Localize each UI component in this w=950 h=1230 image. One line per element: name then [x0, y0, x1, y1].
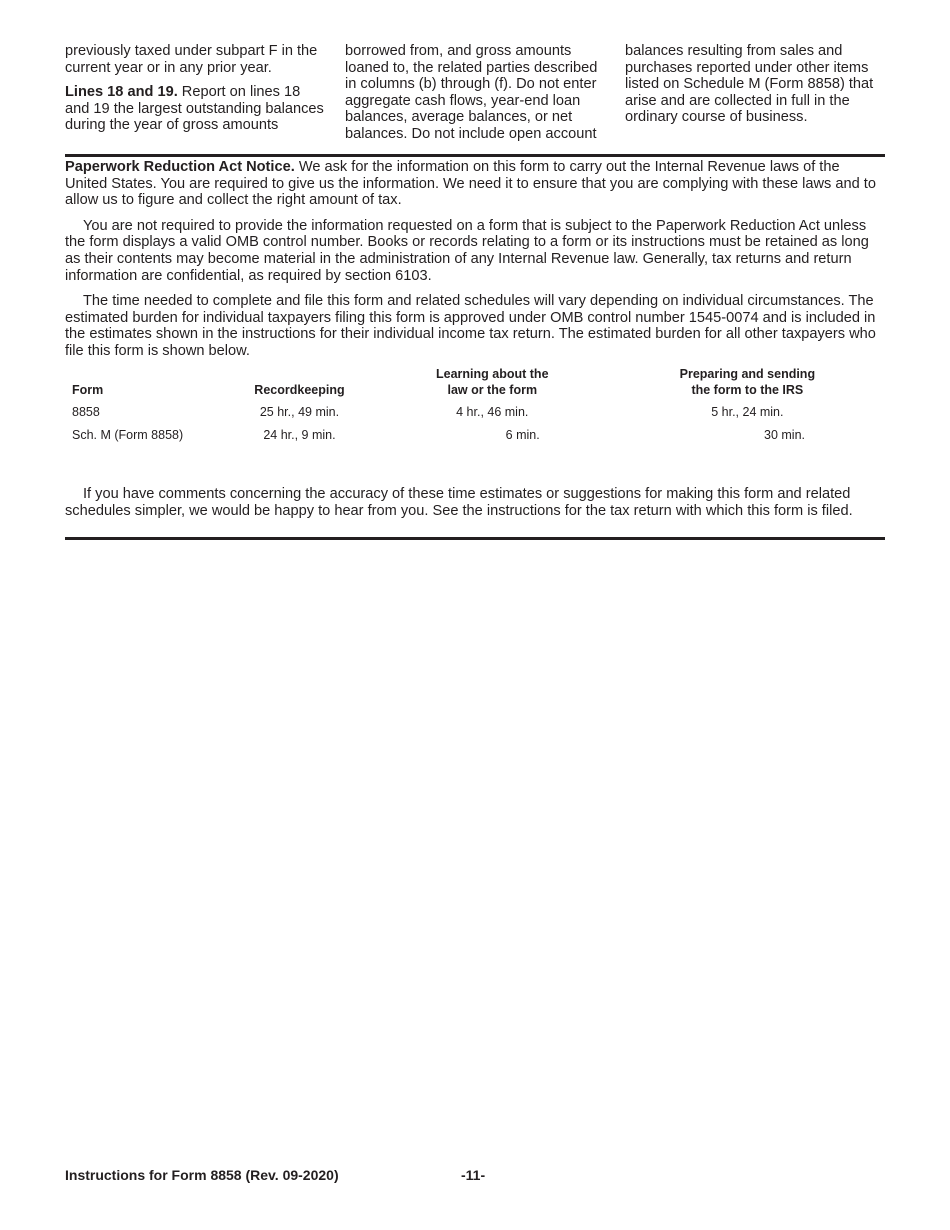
cell-learning: 6 min.	[505, 427, 540, 442]
table-header-row	[65, 367, 885, 402]
cell-form: 8858	[72, 405, 100, 419]
cell-recordkeeping: 24 hr., 9 min.	[263, 427, 336, 442]
column-1	[65, 43, 325, 151]
section-divider-top	[65, 154, 885, 157]
comments-paragraph: If you have comments concerning the accuracy of these time estimates or suggestions for making this form and related schedules simpler, we would be happy to hear from you. See the instructions for the tax return with which this form is filed.	[65, 486, 853, 519]
header-learning-line1: Learning about the	[436, 367, 549, 381]
header-preparing-line2: the form to the IRS	[691, 382, 804, 397]
section-divider-bottom	[65, 537, 885, 540]
header-recordkeeping: Recordkeeping	[254, 382, 345, 397]
subpart-f-text: previously taxed under subpart F in the current year or in any prior year.	[65, 43, 318, 76]
header-form: Form	[72, 382, 104, 397]
notice-paragraph-2: You are not required to provide the information requested on a form that is subject to the Paperwork Reduction Act unless the form displays a valid OMB control number. Books or records relating to a form or its instructions must be retained as long as their contents may become material in the administration of any Internal Revenue law. Generally, tax returns and return information are confidential, as required by section 6103.	[65, 217, 869, 284]
cell-preparing: 5 hr., 24 min.	[711, 405, 784, 419]
burden-table	[65, 367, 885, 447]
paperwork-reduction-notice	[65, 159, 885, 369]
header-learning-line2: law or the form	[447, 382, 538, 397]
footer-title: Instructions for Form 8858 (Rev. 09-2020)	[65, 1167, 339, 1183]
header-learning	[375, 367, 610, 402]
lines-18-19-heading: Lines 18 and 19.	[65, 84, 178, 101]
lines-18-19-text: Report on lines 18 and 19 the largest outstanding balances during the year of gross amounts	[65, 84, 324, 134]
column-2-text: borrowed from, and gross amounts loaned to, the related parties described in columns (b) through (f). Do not enter aggregate cash flows, year-end loan balances, average balances, or net balances. Do not include open account	[345, 43, 598, 142]
cell-recordkeeping: 25 hr., 49 min.	[259, 405, 340, 419]
notice-text-1: We ask for the information on this form to carry out the Internal Revenue laws of the United States. You are required to give us the information. We need it to ensure that you are complying with these laws and to allow us to figure and collect the right amount of tax.	[65, 159, 876, 209]
table-row	[65, 402, 885, 425]
header-preparing	[610, 367, 885, 402]
column-2	[345, 43, 605, 151]
cell-preparing: 30 min.	[764, 427, 805, 442]
cell-form: Sch. M (Form 8858)	[72, 427, 184, 442]
page-number: -11-	[461, 1167, 486, 1183]
notice-paragraph-1	[65, 159, 885, 209]
notice-paragraph-3: The time needed to complete and file this form and related schedules will vary depending on individual circumstances. The estimated burden for individual taxpayers filing this form is approved under OMB control number 1545-0074 and is included in the estimates shown in the instructions for their individual income tax return. The estimated burden for all other taxpayers who file this form is shown below.	[65, 293, 876, 359]
cell-learning: 4 hr., 46 min.	[456, 405, 529, 419]
notice-heading: Paperwork Reduction Act Notice.	[65, 159, 295, 175]
column-3	[625, 43, 885, 151]
lines-18-19-paragraph	[65, 84, 325, 134]
table-row	[65, 425, 885, 448]
three-column-text	[65, 43, 885, 151]
header-preparing-line1: Preparing and sending	[679, 367, 816, 381]
column-3-text: balances resulting from sales and purchases reported under other items listed on Schedule M (Form 8858) that arise and are collected in full in the ordinary course of business.	[625, 43, 874, 126]
